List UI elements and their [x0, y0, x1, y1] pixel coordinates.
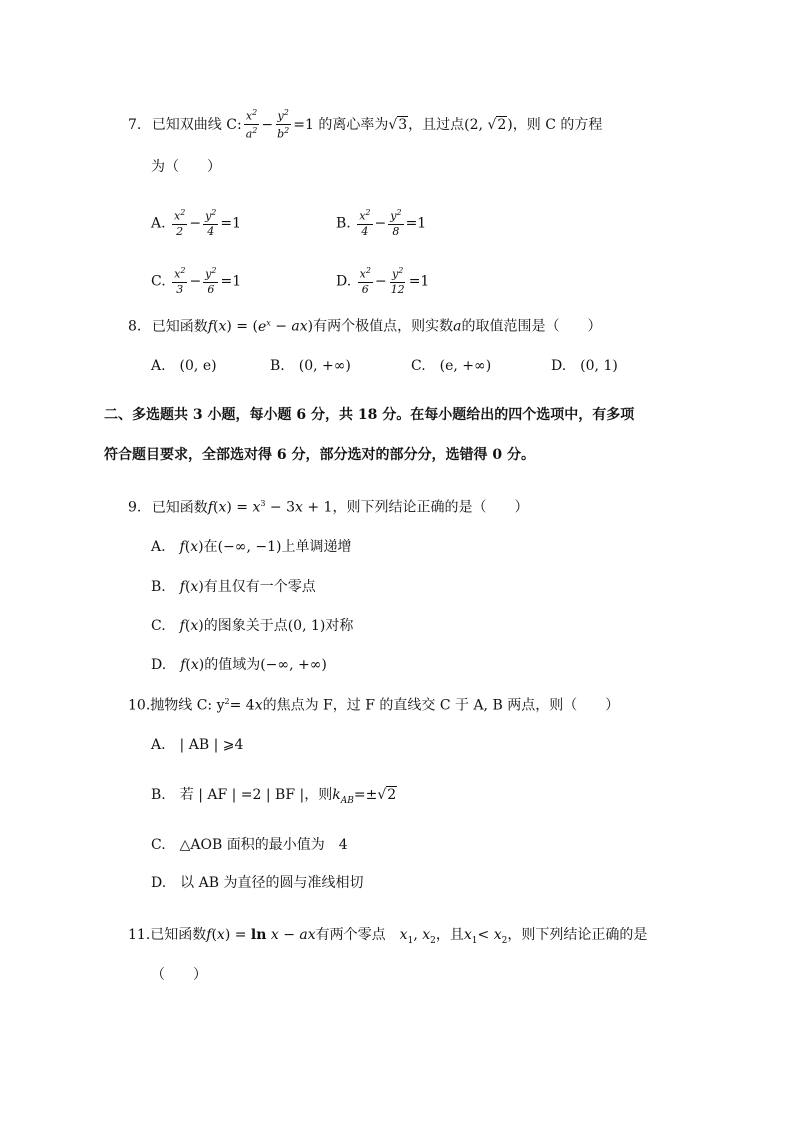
q9-option-a: A. f(x)在(−∞, −1)上单调递增	[151, 539, 352, 555]
sqrt-2: √2	[487, 116, 507, 133]
question-11-line-2: （ ）	[151, 967, 207, 983]
section-heading-line-2: 符合题目要求，全部选对得 6 分，部分选对的部分分，选错得 0 分。	[104, 447, 535, 463]
q7-option-c: C. $\frac{x^2}{3}$ − $\frac{y^2}{6}$ =1	[151, 266, 242, 297]
question-10: 10.抛物线 C: $y^2= 4x$的焦点为 F，过 F 的直线交 C 于 A, B 两点，则（ ）	[128, 697, 620, 714]
q7-option-b: B. $\frac{x^2}{4}$ − $\frac{y^2}{8}$ =1	[336, 208, 427, 239]
question-11: 11.已知函数f(x) = ln x − ax有两个零点 $x_1$, $x_2$，且$x_1< x_2$，则下列结论正确的是	[128, 927, 648, 946]
q8-option-b: B. (0, +∞)	[270, 358, 351, 374]
q7-option-a: A. $\frac{x^2}{2}$ − $\frac{y^2}{4}$ =1	[151, 208, 242, 239]
section-heading-line-1: 二、多选题共 3 小题，每小题 6 分，共 18 分。在每小题给出的四个选项中，有多项	[104, 407, 635, 423]
q7-text-c: ，且过点(2,	[408, 116, 488, 133]
q10-option-d: D. 以 AB 为直径的圆与准线相切	[151, 875, 364, 891]
sqrt-3: √3	[388, 116, 408, 133]
q10-option-b: B. 若 | AF | =2 | BF |，则$k_{AB}=\pm√2$	[151, 787, 397, 806]
q7-text-b: =1 的离心率为	[293, 116, 389, 133]
q8-option-d: D. (0, 1)	[551, 358, 618, 374]
question-8: 8. 已知函数$f(x) = (e^x - ax)$有两个极值点，则实数a的取值范围是（ ）	[128, 318, 602, 335]
question-7-line-1: 7. 已知双曲线 C: $\frac{x^2}{a^2}$ − $\frac{y^2}{b^2}$ =1 的离心率为√3，且过点(2, √2)，则 C 的方程	[128, 108, 603, 141]
q8-option-a: A. (0, e)	[151, 358, 217, 374]
q7-text-a: 已知双曲线 C:	[151, 116, 242, 133]
fraction: $\frac{x^2}{a^2}$	[245, 108, 258, 141]
question-7-line-2: 为（ ）	[151, 159, 221, 175]
question-9: 9. 已知函数$f(x) = x^3 - 3x + 1$，则下列结论正确的是（ ）	[128, 499, 529, 516]
q9-option-b: B. f(x)有且仅有一个零点	[151, 579, 316, 595]
q10-option-a: A. | AB | ⩾4	[151, 737, 244, 753]
q7-text-d: )，则 C 的方程	[507, 116, 603, 133]
q10-option-c: C. △AOB 面积的最小值为 4	[151, 837, 348, 853]
question-number: 7.	[128, 116, 142, 133]
q9-option-c: C. f(x)的图象关于点(0, 1)对称	[151, 618, 354, 634]
q8-option-c: C. (e, +∞)	[411, 358, 492, 374]
q7-option-d: D. $\frac{x^2}{6}$ − $\frac{y^2}{12}$ =1	[336, 266, 430, 297]
fraction: $\frac{y^2}{b^2}$	[277, 108, 290, 141]
q9-option-d: D. f(x)的值域为(−∞, +∞)	[151, 657, 327, 673]
